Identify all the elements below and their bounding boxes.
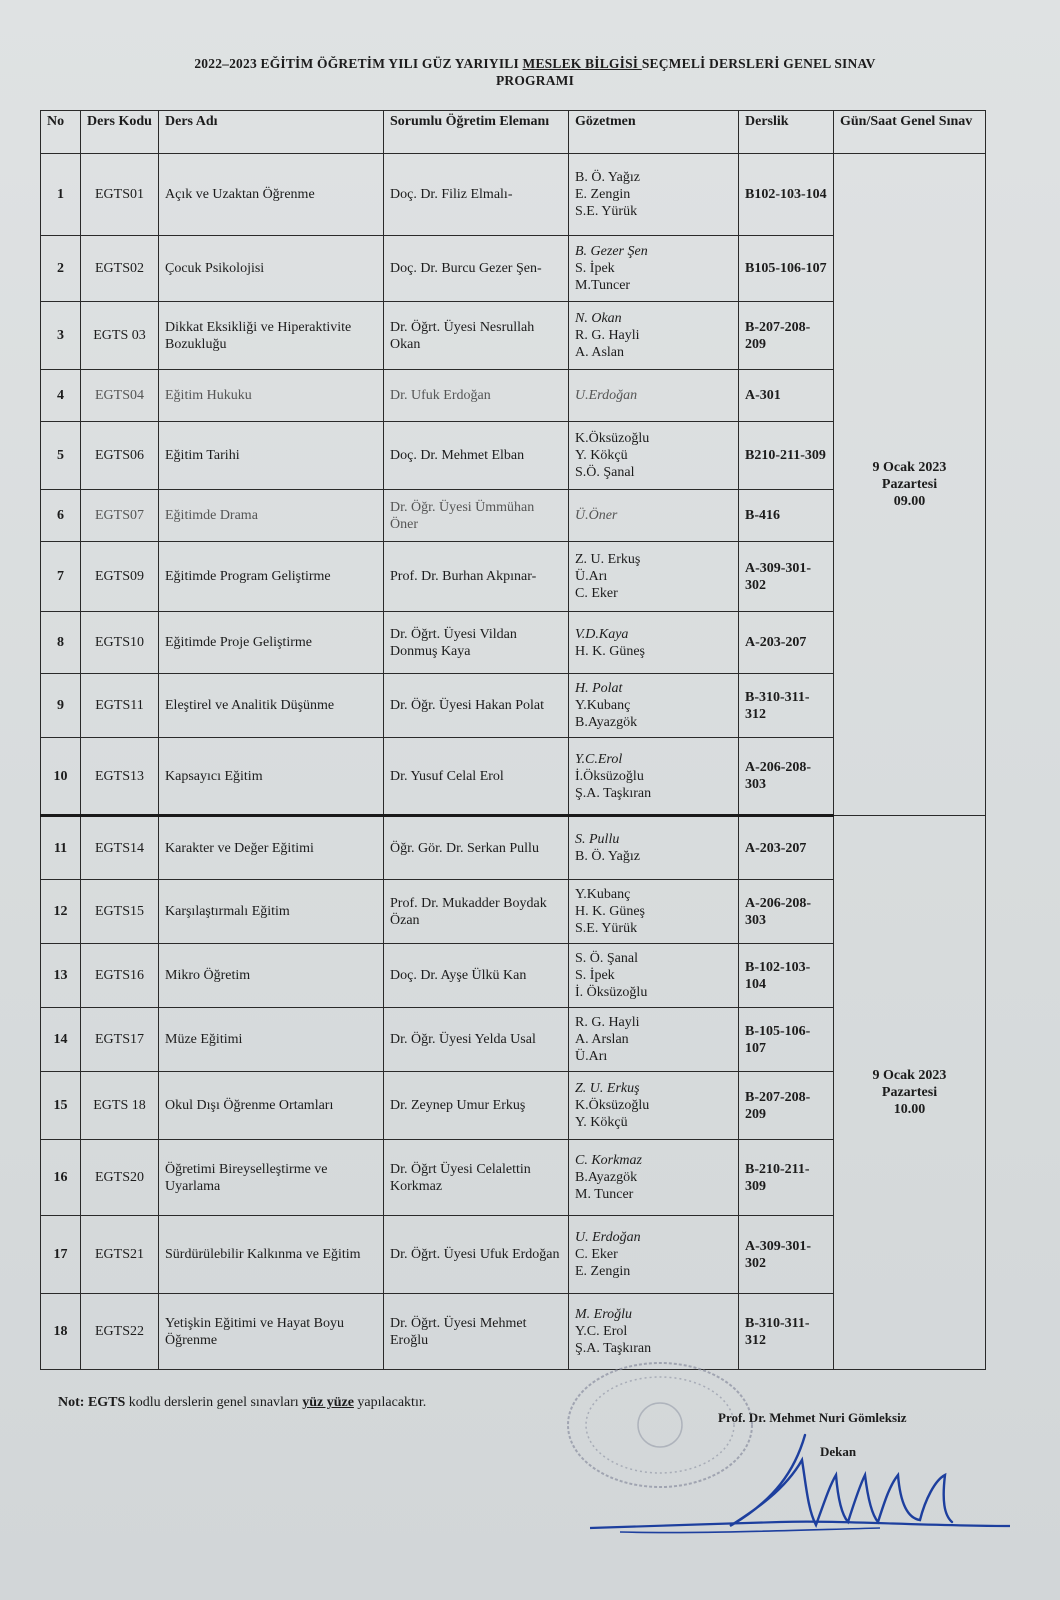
proctor-name: H. K. Güneş — [575, 904, 645, 919]
course-name: Müze Eğitimi — [159, 1008, 384, 1072]
row-no: 8 — [41, 612, 81, 674]
course-code: EGTS 03 — [81, 302, 159, 370]
row-no: 13 — [41, 944, 81, 1008]
row-no: 15 — [41, 1072, 81, 1140]
lecturer-name: Dr. Öğrt. Üyesi Nesrullah Okan — [384, 302, 569, 370]
proctor-cell — [569, 236, 739, 302]
lecturer-name: Dr. Öğr. Üyesi Yelda Usal — [384, 1008, 569, 1072]
course-code: EGTS06 — [81, 422, 159, 490]
proctor-name: Z. U. Erkuş — [575, 1081, 640, 1096]
page-title — [120, 55, 950, 89]
classroom: B-105-106-107 — [739, 1008, 834, 1072]
proctor-name: M.Tuncer — [575, 278, 631, 293]
proctor-name: R. G. Hayli — [575, 1015, 640, 1030]
course-name: Eğitimde Program Geliştirme — [159, 542, 384, 612]
proctor-name: S. Ö. Şanal — [575, 951, 638, 966]
course-code: EGTS13 — [81, 738, 159, 816]
proctor-name: C. Eker — [575, 586, 618, 601]
classroom: A-206-208-303 — [739, 880, 834, 944]
header-time: Gün/Saat Genel Sınav — [834, 111, 986, 154]
proctor-cell — [569, 674, 739, 738]
classroom: B-210-211-309 — [739, 1140, 834, 1216]
dean-title: Dekan — [820, 1444, 857, 1459]
row-no: 5 — [41, 422, 81, 490]
table-row — [41, 816, 986, 880]
course-name: Karakter ve Değer Eğitimi — [159, 816, 384, 880]
table-row — [41, 154, 986, 236]
course-code: EGTS07 — [81, 490, 159, 542]
row-no: 7 — [41, 542, 81, 612]
classroom: A-206-208-303 — [739, 738, 834, 816]
proctor-name: B. Gezer Şen — [575, 244, 648, 259]
proctor-name: S. İpek — [575, 968, 615, 983]
proctor-cell — [569, 1008, 739, 1072]
classroom: A-203-207 — [739, 816, 834, 880]
classroom: B105-106-107 — [739, 236, 834, 302]
proctor-name: C. Korkmaz — [575, 1153, 642, 1168]
proctor-cell — [569, 944, 739, 1008]
note-label: Not: — [58, 1395, 85, 1410]
classroom: A-309-301-302 — [739, 1216, 834, 1294]
proctor-cell — [569, 1140, 739, 1216]
title-line-2: PROGRAMI — [495, 73, 575, 88]
proctor-name: S. Pullu — [575, 832, 620, 847]
classroom: B-207-208-209 — [739, 302, 834, 370]
lecturer-name: Doç. Dr. Ayşe Ülkü Kan — [384, 944, 569, 1008]
course-code: EGTS16 — [81, 944, 159, 1008]
proctor-name: Ş.A. Taşkıran — [575, 785, 652, 801]
proctor-name: E. Zengin — [575, 1264, 631, 1279]
row-no: 18 — [41, 1294, 81, 1370]
course-name: Eleştirel ve Analitik Düşünme — [159, 674, 384, 738]
classroom: B210-211-309 — [739, 422, 834, 490]
course-name: Yetişkin Eğitimi ve Hayat Boyu Öğrenme — [159, 1294, 384, 1370]
classroom: B-310-311-312 — [739, 1294, 834, 1370]
exam-date: 9 Ocak 2023 — [872, 1068, 947, 1083]
row-no: 2 — [41, 236, 81, 302]
course-code: EGTS20 — [81, 1140, 159, 1216]
header-no: No — [41, 111, 81, 154]
row-no: 3 — [41, 302, 81, 370]
proctor-name: Y. Kökçü — [575, 1115, 628, 1130]
footnote — [58, 1395, 426, 1411]
row-no: 10 — [41, 738, 81, 816]
lecturer-name: Dr. Zeynep Umur Erkuş — [384, 1072, 569, 1140]
course-name: Öğretimi Bireyselleştirme ve Uyarlama — [159, 1140, 384, 1216]
course-code: EGTS17 — [81, 1008, 159, 1072]
proctor-cell — [569, 612, 739, 674]
course-name: Dikkat Eksikliği ve Hiperaktivite Bozukluğu — [159, 302, 384, 370]
proctor-cell — [569, 422, 739, 490]
proctor-name: Y.C.Erol — [575, 751, 623, 767]
lecturer-name: Dr. Öğr. Üyesi Hakan Polat — [384, 674, 569, 738]
proctor-name: U. Erdoğan — [575, 1230, 641, 1245]
course-name: Açık ve Uzaktan Öğrenme — [159, 154, 384, 236]
proctor-name: N. Okan — [575, 311, 622, 326]
proctor-name: İ. Öksüzoğlu — [575, 985, 648, 1000]
proctor-name: K.Öksüzoğlu — [575, 1098, 650, 1113]
classroom: B-102-103-104 — [739, 944, 834, 1008]
proctor-name: B.Ayazgök — [575, 1170, 638, 1185]
course-code: EGTS01 — [81, 154, 159, 236]
proctor-cell — [569, 154, 739, 236]
course-code: EGTS 18 — [81, 1072, 159, 1140]
header-room: Derslik — [739, 111, 834, 154]
proctor-name: Y.Kubanç — [575, 698, 631, 713]
course-code: EGTS11 — [81, 674, 159, 738]
proctor-name: A. Aslan — [575, 345, 624, 360]
course-name: Kapsayıcı Eğitim — [159, 738, 384, 816]
row-no: 6 — [41, 490, 81, 542]
proctor-cell — [569, 738, 739, 816]
course-name: Çocuk Psikolojisi — [159, 236, 384, 302]
title-part-2: MESLEK BİLGİSİ — [522, 56, 642, 71]
lecturer-name: Doç. Dr. Burcu Gezer Şen- — [384, 236, 569, 302]
row-no: 9 — [41, 674, 81, 738]
proctor-name: M. Tuncer — [575, 1187, 634, 1202]
proctor-cell — [569, 1216, 739, 1294]
exam-day: Pazartesi — [881, 1085, 938, 1100]
proctor-name: Y. Kökçü — [575, 448, 628, 463]
lecturer-name: Prof. Dr. Mukadder Boydak Özan — [384, 880, 569, 944]
proctor-cell — [569, 1072, 739, 1140]
proctor-name: U.Erdoğan — [575, 388, 638, 403]
exam-time-group1 — [834, 154, 986, 816]
classroom: A-203-207 — [739, 612, 834, 674]
row-no: 17 — [41, 1216, 81, 1294]
proctor-name: Ü.Öner — [575, 508, 618, 523]
lecturer-name: Doç. Dr. Mehmet Elban — [384, 422, 569, 490]
proctor-cell — [569, 302, 739, 370]
proctor-name: Ü.Arı — [575, 569, 608, 584]
lecturer-name: Doç. Dr. Filiz Elmalı- — [384, 154, 569, 236]
lecturer-name: Dr. Öğr. Üyesi Ümmühan Öner — [384, 490, 569, 542]
note-text-1: kodlu derslerin genel sınavları — [125, 1395, 303, 1410]
exam-time-group2 — [834, 816, 986, 1370]
proctor-name: İ.Öksüzoğlu — [575, 768, 644, 784]
table-header-row — [41, 111, 986, 154]
classroom: B-416 — [739, 490, 834, 542]
proctor-name: H. Polat — [575, 681, 623, 696]
proctor-name: B. Ö. Yağız — [575, 849, 640, 864]
proctor-cell — [569, 490, 739, 542]
title-part-1: 2022–2023 EĞİTİM ÖĞRETİM YILI GÜZ YARIYILI — [194, 56, 523, 71]
classroom: A-309-301-302 — [739, 542, 834, 612]
proctor-name: V.D.Kaya — [575, 626, 629, 642]
proctor-name: Ü.Arı — [575, 1049, 608, 1064]
dean-name: Prof. Dr. Mehmet Nuri Gömleksiz — [718, 1410, 907, 1425]
proctor-name: Y.C. Erol — [575, 1324, 628, 1339]
exam-day: Pazartesi — [881, 477, 938, 492]
proctor-name: Z. U. Erkuş — [575, 552, 641, 567]
proctor-cell — [569, 542, 739, 612]
course-code: EGTS21 — [81, 1216, 159, 1294]
row-no: 16 — [41, 1140, 81, 1216]
course-code: EGTS02 — [81, 236, 159, 302]
course-code: EGTS14 — [81, 816, 159, 880]
lecturer-name: Dr. Öğrt. Üyesi Vildan Donmuş Kaya — [384, 612, 569, 674]
proctor-cell — [569, 816, 739, 880]
course-code: EGTS09 — [81, 542, 159, 612]
proctor-cell — [569, 370, 739, 422]
course-name: Okul Dışı Öğrenme Ortamları — [159, 1072, 384, 1140]
classroom: A-301 — [739, 370, 834, 422]
dean-signature — [580, 1430, 1020, 1550]
lecturer-name: Dr. Ufuk Erdoğan — [384, 370, 569, 422]
classroom: B-310-311-312 — [739, 674, 834, 738]
exam-hour: 10.00 — [893, 1102, 926, 1117]
exam-date: 9 Ocak 2023 — [872, 460, 947, 475]
proctor-name: S.E. Yürük — [575, 204, 638, 219]
lecturer-name: Öğr. Gör. Dr. Serkan Pullu — [384, 816, 569, 880]
proctor-name: C. Eker — [575, 1247, 618, 1262]
classroom: B102-103-104 — [739, 154, 834, 236]
proctor-name: S.E. Yürük — [575, 921, 638, 936]
course-name: Sürdürülebilir Kalkınma ve Eğitim — [159, 1216, 384, 1294]
course-code: EGTS04 — [81, 370, 159, 422]
course-name: Eğitimde Drama — [159, 490, 384, 542]
row-no: 1 — [41, 154, 81, 236]
lecturer-name: Dr. Öğrt Üyesi Celalettin Korkmaz — [384, 1140, 569, 1216]
lecturer-name: Dr. Yusuf Celal Erol — [384, 738, 569, 816]
header-proctor: Gözetmen — [569, 111, 739, 154]
course-name: Eğitim Hukuku — [159, 370, 384, 422]
lecturer-name: Dr. Öğrt. Üyesi Mehmet Eroğlu — [384, 1294, 569, 1370]
proctor-name: Y.Kubanç — [575, 887, 631, 902]
course-code: EGTS15 — [81, 880, 159, 944]
proctor-name: H. K. Güneş — [575, 643, 645, 659]
course-code: EGTS22 — [81, 1294, 159, 1370]
proctor-name: R. G. Hayli — [575, 328, 640, 343]
title-part-3: SEÇMELİ DERSLERİ GENEL SINAV — [641, 56, 876, 71]
header-lecturer: Sorumlu Öğretim Elemanı — [384, 111, 569, 154]
note-text-2: yapılacaktır. — [353, 1395, 427, 1410]
proctor-name: B.Ayazgök — [575, 715, 638, 730]
proctor-name: K.Öksüzoğlu — [575, 431, 650, 446]
row-no: 4 — [41, 370, 81, 422]
header-name: Ders Adı — [159, 111, 384, 154]
row-no: 14 — [41, 1008, 81, 1072]
proctor-name: S.Ö. Şanal — [575, 465, 635, 480]
course-name: Mikro Öğretim — [159, 944, 384, 1008]
lecturer-name: Prof. Dr. Burhan Akpınar- — [384, 542, 569, 612]
proctor-name: B. Ö. Yağız — [575, 170, 640, 185]
proctor-cell — [569, 880, 739, 944]
course-name: Eğitimde Proje Geliştirme — [159, 612, 384, 674]
exam-hour: 09.00 — [893, 494, 926, 509]
lecturer-name: Dr. Öğrt. Üyesi Ufuk Erdoğan — [384, 1216, 569, 1294]
proctor-name: A. Arslan — [575, 1032, 629, 1047]
row-no: 11 — [41, 816, 81, 880]
note-emphasis: yüz yüze — [302, 1395, 354, 1410]
course-name: Karşılaştırmalı Eğitim — [159, 880, 384, 944]
course-code: EGTS10 — [81, 612, 159, 674]
row-no: 12 — [41, 880, 81, 944]
exam-schedule-table — [40, 110, 986, 1370]
proctor-name: E. Zengin — [575, 187, 631, 202]
proctor-name: S. İpek — [575, 261, 615, 276]
course-name: Eğitim Tarihi — [159, 422, 384, 490]
note-code: EGTS — [87, 1395, 126, 1410]
proctor-name: Ş.A. Taşkıran — [575, 1341, 652, 1356]
proctor-name: M. Eroğlu — [575, 1307, 633, 1322]
classroom: B-207-208-209 — [739, 1072, 834, 1140]
header-code: Ders Kodu — [81, 111, 159, 154]
